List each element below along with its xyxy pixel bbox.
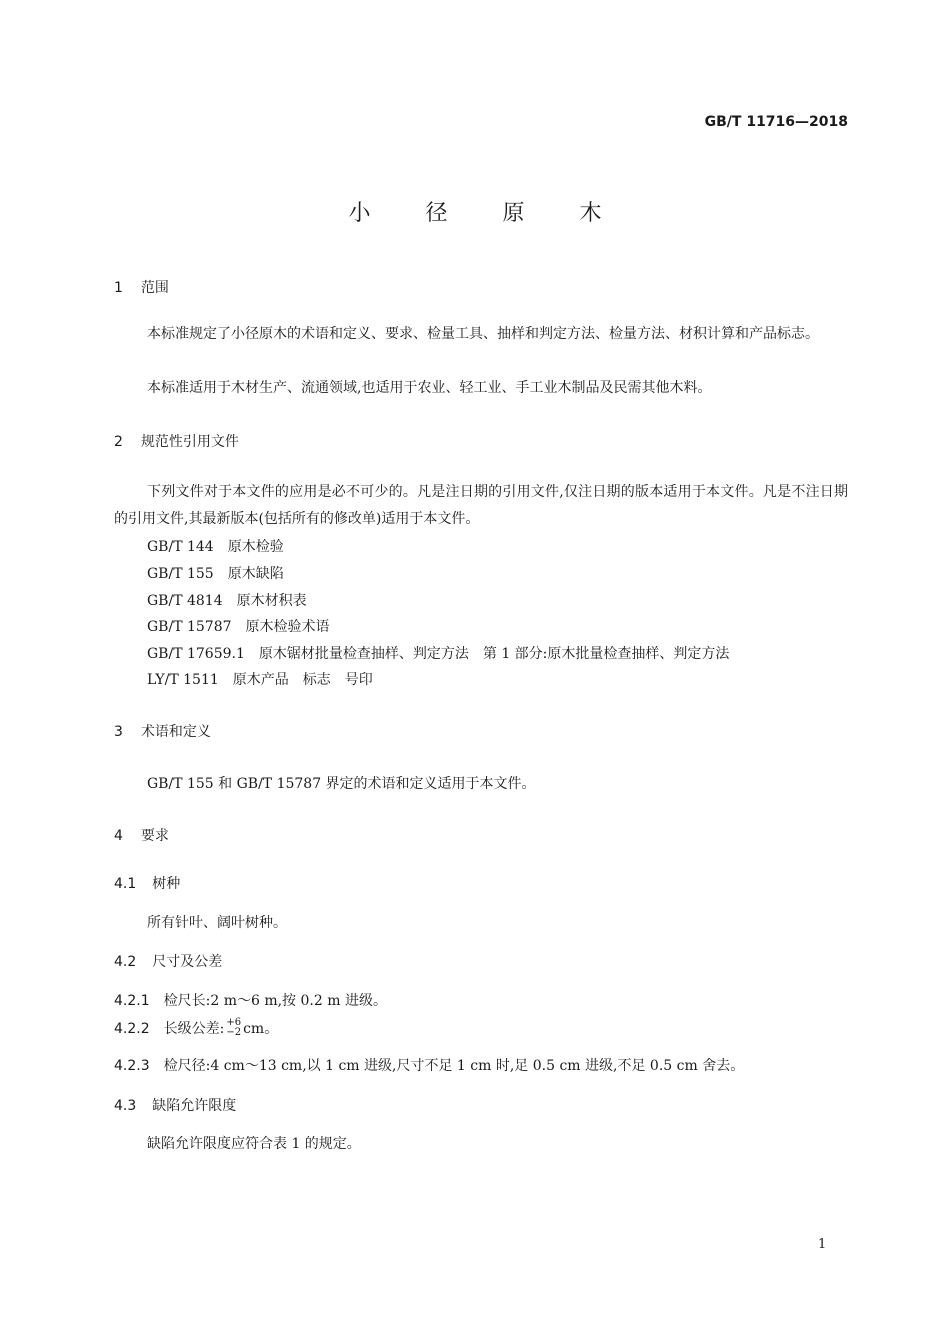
clause-prefix: 长级公差:	[163, 1021, 225, 1037]
section-1-paragraph-2: 本标准适用于木材生产、流通领域,也适用于农业、轻工业、手工业木制品及民需其他木料。	[147, 380, 712, 396]
reference-item: GB/T 144 原木检验	[147, 539, 284, 555]
clause-number: 4.2.1	[114, 993, 150, 1009]
clause-text: 检尺径:4 cm～13 cm,以 1 cm 进级,尺寸不足 1 cm 时,足 0.5 cm 进级,不足 0.5 cm 舍去。	[163, 1058, 745, 1074]
tolerance-fraction	[226, 1018, 241, 1038]
section-title: 规范性引用文件	[140, 434, 239, 450]
subsection-4-3-heading	[114, 1095, 236, 1115]
subsection-number: 4.3	[114, 1098, 137, 1114]
clause-number: 4.2.3	[114, 1058, 150, 1074]
section-1-heading	[114, 277, 169, 297]
subsection-4-3-text: 缺陷允许限度应符合表 1 的规定。	[147, 1136, 361, 1152]
page-number: 1	[818, 1237, 827, 1252]
section-3-heading	[114, 721, 211, 741]
standard-number: GB/T 11716—2018	[704, 114, 848, 130]
reference-item: GB/T 15787 原木检验术语	[147, 619, 330, 635]
section-2-paragraph-1: 下列文件对于本文件的应用是必不可少的。凡是注日期的引用文件,仅注日期的版本适用于本文件。凡是不注日期的引用文件,其最新版本(包括所有的修改单)适用于本文件。	[114, 484, 848, 527]
reference-item: GB/T 4814 原木材积表	[147, 593, 307, 609]
section-3-paragraph-1: GB/T 155 和 GB/T 15787 界定的术语和定义适用于本文件。	[147, 776, 536, 792]
section-number: 4	[114, 828, 123, 844]
section-title: 范围	[140, 280, 169, 296]
section-2-heading	[114, 431, 239, 451]
subsection-4-1-text: 所有针叶、阔叶树种。	[147, 915, 287, 931]
section-title: 要求	[140, 828, 169, 844]
section-title: 术语和定义	[140, 724, 211, 740]
subsection-number: 4.2	[114, 954, 137, 970]
section-number: 1	[114, 280, 123, 296]
clause-4-2-3	[114, 1055, 744, 1075]
clause-suffix: cm。	[243, 1021, 279, 1037]
clause-text: 检尺长:2 m～6 m,按 0.2 m 进级。	[163, 993, 387, 1009]
subsection-title: 尺寸及公差	[152, 954, 223, 970]
subsection-title: 缺陷允许限度	[152, 1098, 237, 1114]
section-4-heading	[114, 825, 169, 845]
tolerance-lower: −2	[226, 1027, 242, 1038]
subsection-title: 树种	[152, 876, 181, 892]
section-number: 2	[114, 434, 123, 450]
tolerance-upper: +6	[226, 1017, 242, 1028]
reference-item: GB/T 17659.1 原木锯材批量检查抽样、判定方法 第 1 部分:原木批量检查抽样、判定方法	[147, 646, 730, 662]
clause-4-2-2	[114, 1018, 278, 1039]
subsection-number: 4.1	[114, 876, 137, 892]
subsection-4-1-heading	[114, 873, 180, 893]
reference-item: LY/T 1511 原木产品 标志 号印	[147, 672, 373, 688]
subsection-4-2-heading	[114, 951, 222, 971]
clause-4-2-1	[114, 990, 387, 1010]
reference-item: GB/T 155 原木缺陷	[147, 566, 284, 582]
document-title: 小 径 原 木	[348, 201, 626, 226]
section-number: 3	[114, 724, 123, 740]
section-1-paragraph-1: 本标准规定了小径原木的术语和定义、要求、检量工具、抽样和判定方法、检量方法、材积计算和产品标志。	[147, 326, 819, 342]
clause-number: 4.2.2	[114, 1021, 150, 1037]
